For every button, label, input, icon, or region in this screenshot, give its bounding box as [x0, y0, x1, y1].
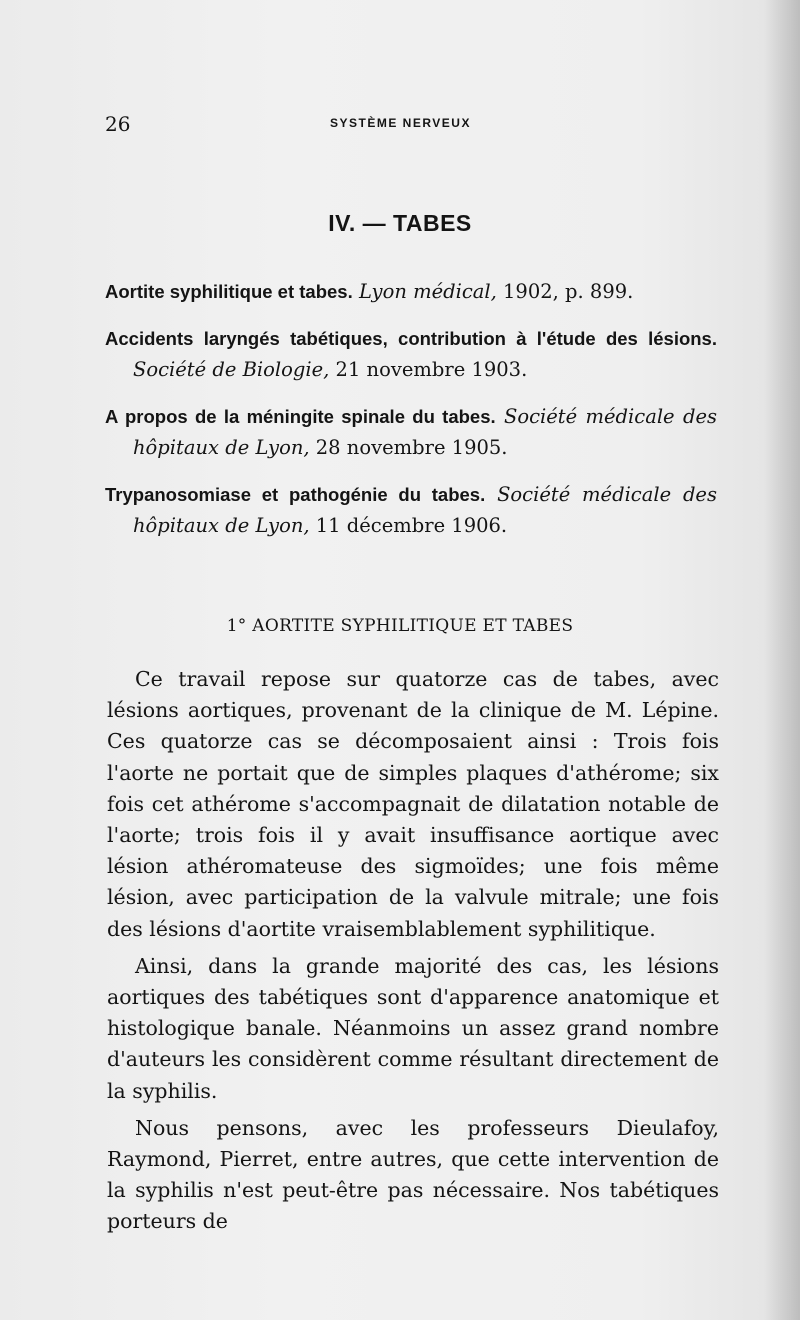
- reference-title: Aortite syphilitique et tabes.: [105, 281, 353, 302]
- reference-item: [105, 479, 717, 541]
- paragraph: Ce travail repose sur quatorze cas de tabes, avec lésions aortiques, provenant de la clinique de M. Lépine. Ces quatorze cas se décomposaient ainsi : Trois fois l'aorte ne portait que de simples plaques d'athérome; six fois cet athérome s'accompagnait de dilatation notable de l'aorte; trois fois il y avait insuffisance aortique avec lésion athéromateuse des sigmoïdes; une fois même lésion, avec participation de la valvule mitrale; une fois des lésions d'aortite vraisemblablement syphilitique.: [107, 667, 719, 941]
- reference-details: 1902, p. 899.: [496, 280, 634, 303]
- section-title: IV. — TABES: [328, 210, 472, 236]
- reference-list: [105, 276, 717, 557]
- reference-item: [105, 276, 717, 307]
- page-number: 26: [105, 112, 131, 136]
- reference-source: Société médicale des hôpitaux de Lyon,: [133, 405, 717, 459]
- reference-title: A propos de la méningite spinale du tabes.: [105, 406, 496, 427]
- reference-details: 11 décembre 1906.: [309, 514, 508, 537]
- body-text: [107, 664, 719, 1244]
- running-title: SYSTÈME NERVEUX: [330, 116, 471, 130]
- reference-source: Société médicale des hôpitaux de Lyon,: [133, 483, 717, 537]
- subsection-title: 1° AORTITE SYPHILITIQUE ET TABES: [226, 616, 574, 636]
- paragraph: Ainsi, dans la grande majorité des cas, les lésions aortiques des tabétiques sont d'apparence anatomique et histologique banale. Néanmoins un assez grand nombre d'auteurs les considèrent comme résultant directement de la syphilis.: [107, 953, 719, 1103]
- reference-source: Lyon médical,: [358, 280, 497, 303]
- reference-details: 28 novembre 1905.: [309, 436, 508, 459]
- reference-title: Trypanosomiase et pathogénie du tabes.: [105, 484, 486, 505]
- reference-title: Accidents laryngés tabétiques, contribution à l'étude des lésions.: [105, 328, 717, 349]
- reference-source: Société de Biologie,: [133, 358, 330, 381]
- reference-item: [105, 401, 717, 463]
- running-head: [105, 112, 725, 136]
- reference-item: [105, 323, 717, 385]
- paragraph: Nous pensons, avec les professeurs Dieulafoy, Raymond, Pierret, entre autres, que cette intervention de la syphilis n'est peut-être pas nécessaire. Nos tabétiques porteurs de: [107, 1115, 719, 1234]
- reference-details: 21 novembre 1903.: [329, 358, 528, 381]
